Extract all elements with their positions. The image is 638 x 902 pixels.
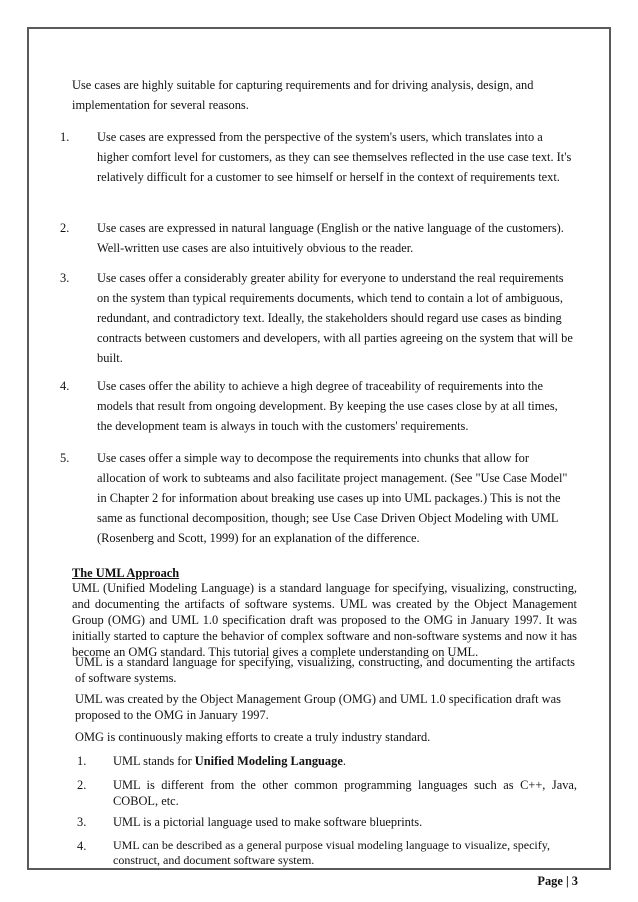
list-number: 5. [60, 451, 70, 465]
list-number: 4. [60, 379, 70, 393]
intro-paragraph: Use cases are highly suitable for capturing requirements and for driving analysis, design, and implementation for several reasons. [72, 78, 534, 112]
list-number: 2. [77, 778, 87, 792]
point-emphasis: Unified Modeling Language [194, 754, 343, 768]
list-item: Use cases offer a simple way to decompose the requirements into chunks that allow for allocation of work to subteams and also facilitate project management. (See "Use Case Model" in Chapter 2 for information about breaking use cases up into UML packages.) This is not the same as functional decomposition, though; see Use Case Driven Object Modeling with UML (Rosenberg and Scott, 1999) for an explanation of the difference. [97, 451, 568, 545]
list-item: UML can be described as a general purpose visual modeling language to visualize, specify, construct, and document software system. [113, 838, 550, 867]
uml-paragraph: UML was created by the Object Management Group (OMG) and UML 1.0 specification draft was proposed to the OMG in January 1997. [75, 692, 561, 722]
section-heading: The UML Approach [72, 566, 180, 580]
list-number: 4. [77, 839, 87, 853]
list-number: 3. [77, 815, 87, 829]
list-number: 2. [60, 221, 70, 235]
list-number: 1. [77, 754, 87, 768]
list-item: Use cases are expressed in natural language (English or the native language of the customers). Well-written use cases are also intuitively obvious to the reader. [97, 221, 564, 255]
uml-paragraph: UML is a standard language for specifying, visualizing, constructing, and documenting the artifacts of software systems. [75, 655, 575, 685]
point-text: UML stands for [113, 754, 195, 768]
list-item: UML is different from the other common programming languages such as C++, Java, COBOL, etc. [113, 778, 577, 808]
page-number: Page | 3 [537, 874, 578, 888]
point-text-end: . [342, 754, 346, 768]
list-item: Use cases offer a considerably greater ability for everyone to understand the real requirements on the system than typical requirements documents, which tend to contain a lot of ambiguous, redundant, and contradictory text. Ideally, the stakeholders should regard use cases as binding contracts between customers and developers, with all parties agreeing on the system that will be built. [97, 271, 573, 365]
list-item: Use cases offer the ability to achieve a high degree of traceability of requirements into the models that result from ongoing development. By keeping the use cases close by at all times, the development team is always in touch with the customers' requirements. [97, 379, 558, 433]
list-item: UML is a pictorial language used to make software blueprints. [113, 815, 423, 829]
uml-paragraph: UML (Unified Modeling Language) is a standard language for specifying, visualizing, constructing, and documenting the artifacts of software systems. UML was created by the Object Management Group (OMG) and UML 1.0 specification draft was proposed to the OMG in January 1997. It was initially started to capture the behavior of complex software and non-software systems and now it has become an OMG standard. This tutorial gives a complete understanding on UML. [72, 581, 577, 659]
uml-paragraph: OMG is continuously making efforts to create a truly industry standard. [75, 730, 431, 744]
list-item: Use cases are expressed from the perspective of the system's users, which translates into a higher comfort level for customers, as they can see themselves reflected in the use case text. It's relatively difficult for a customer to see himself or herself in the context of requirements text. [97, 130, 572, 184]
list-number: 3. [60, 271, 70, 285]
list-number: 1. [60, 130, 70, 144]
list-item [113, 753, 577, 769]
